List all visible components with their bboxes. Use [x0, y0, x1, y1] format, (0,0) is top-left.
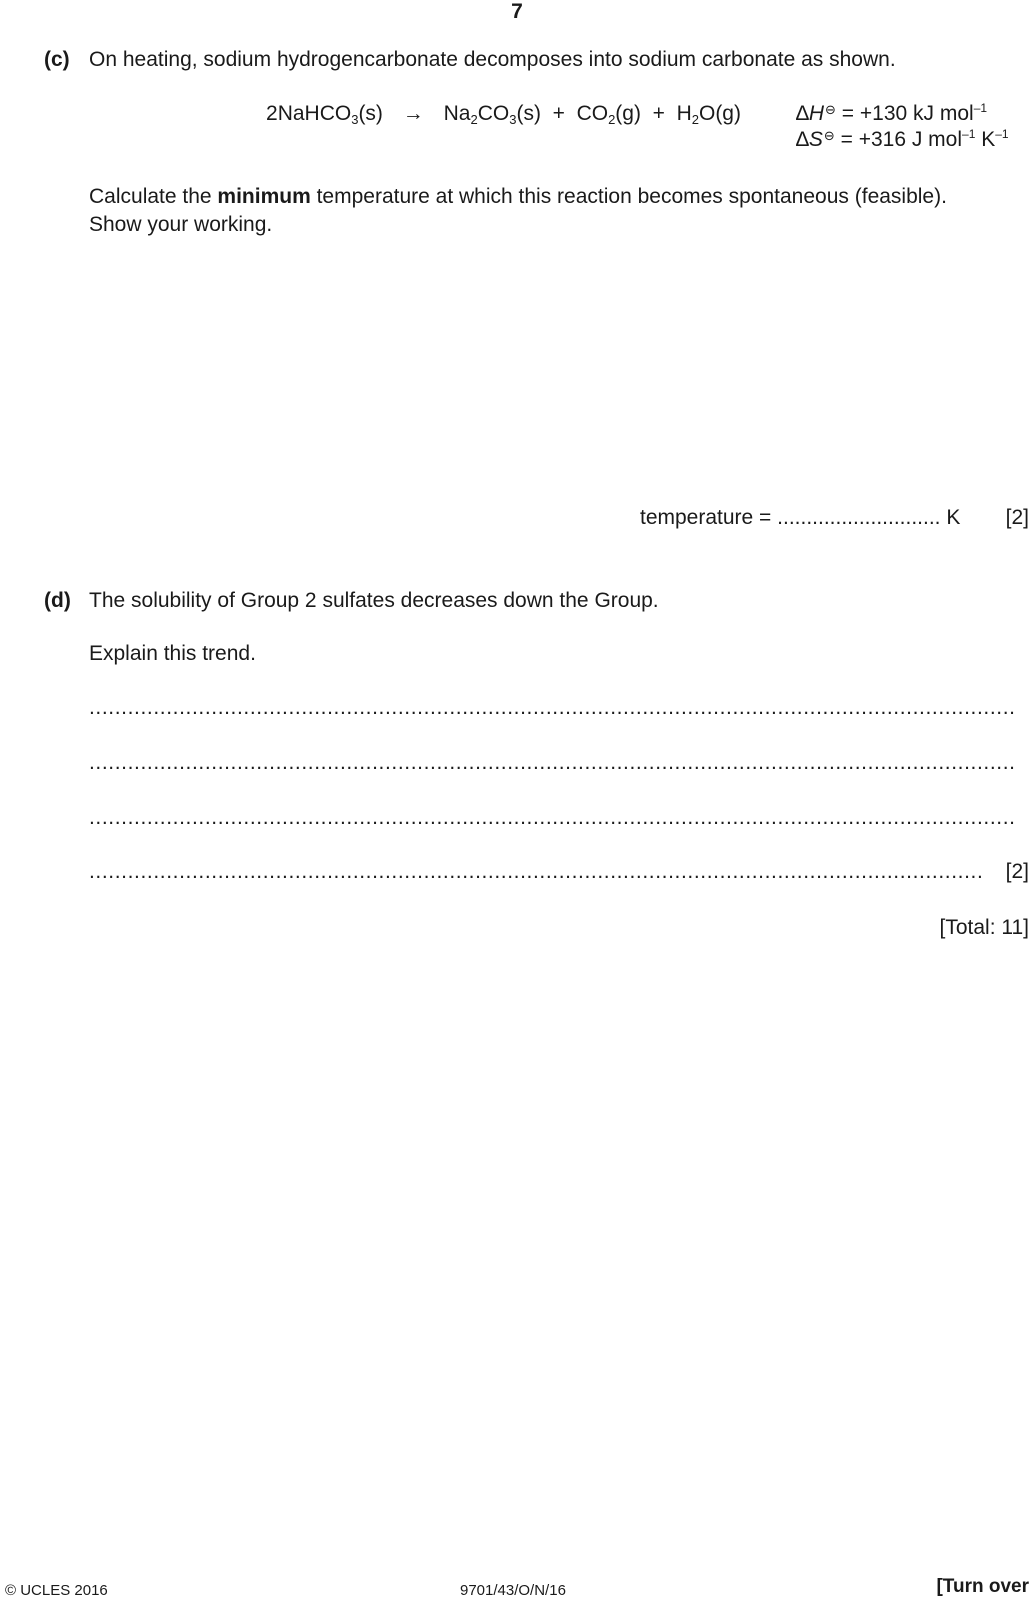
part-c-marks: [2]	[1005, 506, 1029, 529]
reaction-equation	[266, 102, 741, 126]
eq-product-2: CO	[576, 102, 609, 125]
page-number: 7	[511, 0, 523, 23]
eq-product-3: H	[676, 102, 692, 125]
copyright: © UCLES 2016	[5, 1582, 108, 1599]
part-d-marks: [2]	[1005, 860, 1029, 883]
eq-subscript: 2	[470, 112, 478, 127]
eq-subscript: 2	[608, 112, 616, 127]
part-c-label: (c)	[44, 48, 70, 71]
question-text: Calculate the	[89, 185, 218, 208]
question-emphasis: minimum	[217, 185, 311, 208]
entropy-change	[796, 128, 1009, 152]
exponent: –1	[973, 101, 988, 115]
delta-symbol: ∆	[796, 128, 809, 151]
eq-product-3b: O(g)	[698, 102, 741, 125]
enthalpy-value: = +130 kJ mol	[835, 102, 974, 125]
answer-line[interactable]: ................................................................................................................................................	[89, 696, 1016, 719]
eq-state: (g)	[615, 102, 641, 125]
eq-coefficient: 2	[266, 102, 278, 125]
answer-line[interactable]: ...........................................................................................................................................	[89, 860, 984, 883]
part-d-label: (d)	[44, 589, 71, 612]
entropy-value: = +316 J mol	[834, 128, 963, 151]
part-c-intro: On heating, sodium hydrogencarbonate decomposes into sodium carbonate as shown.	[89, 48, 896, 71]
eq-state: (s)	[358, 102, 383, 125]
eq-subscript: 3	[351, 112, 359, 127]
eq-state: (s)	[516, 102, 541, 125]
eq-plus: +	[652, 102, 665, 125]
enthalpy-symbol: H	[808, 102, 825, 125]
question-text-end: temperature at which this reaction becomes spontaneous (feasible).	[310, 185, 947, 208]
enthalpy-change	[796, 102, 987, 126]
reaction-arrow-icon: →	[402, 102, 424, 125]
eq-plus: +	[552, 102, 565, 125]
part-d-instruction: Explain this trend.	[89, 642, 256, 665]
answer-line[interactable]: ................................................................................................................................................	[89, 806, 1016, 829]
entropy-unit-k: K	[975, 128, 996, 151]
exponent: –1	[995, 127, 1009, 141]
eq-product-1b: CO	[477, 102, 510, 125]
turn-over: [Turn over	[936, 1576, 1029, 1597]
answer-unit: K	[940, 506, 961, 529]
total-marks: [Total: 11]	[939, 916, 1029, 939]
entropy-symbol: S	[808, 128, 823, 151]
part-d-statement: The solubility of Group 2 sulfates decreases down the Group.	[89, 589, 659, 612]
exponent: –1	[962, 127, 976, 141]
paper-code: 9701/43/O/N/16	[460, 1582, 566, 1599]
part-c-working: Show your working.	[89, 213, 273, 236]
eq-subscript: 3	[509, 112, 517, 127]
answer-input[interactable]: ............................	[777, 506, 941, 529]
answer-line[interactable]: ................................................................................................................................................	[89, 751, 1016, 774]
eq-reactant: NaHCO	[277, 102, 352, 125]
standard-state-icon: ⊖	[823, 128, 835, 143]
temperature-answer	[640, 506, 960, 530]
eq-subscript: 2	[691, 112, 699, 127]
part-c-question	[89, 185, 947, 209]
answer-label: temperature =	[640, 506, 778, 529]
delta-symbol: ∆	[796, 102, 809, 125]
standard-state-icon: ⊖	[825, 102, 836, 117]
eq-product-1: Na	[443, 102, 471, 125]
